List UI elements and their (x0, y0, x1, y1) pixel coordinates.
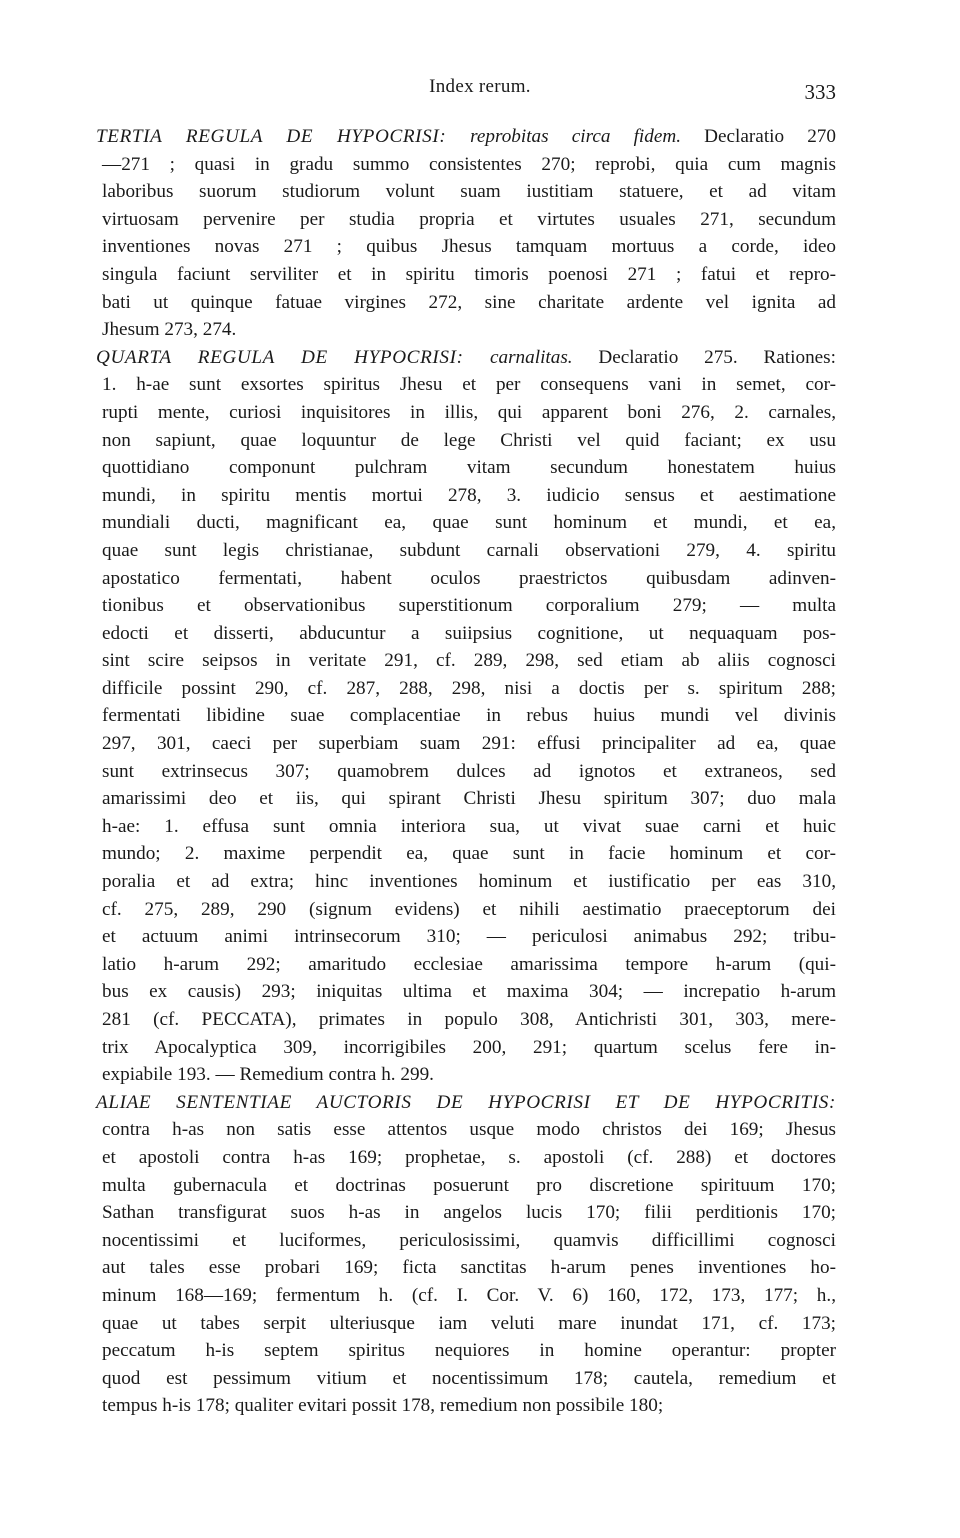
entry-text-line (96, 482, 836, 510)
entry-text-line (96, 1337, 836, 1365)
entry-text: expiabile 193. — Remedium contra h. 299. (102, 1064, 434, 1086)
entry-heading-line (96, 344, 836, 372)
entry-text-line (96, 620, 836, 648)
entry-text-line (96, 1199, 836, 1227)
entry-text-line (96, 509, 836, 537)
entry-subheading: reprobitas circa fidem. (470, 126, 682, 147)
entry-text-line (96, 427, 836, 455)
entry-text: 297, 301, caeci per superbiam suam 291: effusi principaliter ad ea, quae (102, 733, 836, 755)
entry-text-line (96, 233, 836, 261)
entry-text-line (96, 1172, 836, 1200)
entry-text: amarissimi deo et iis, qui spirant Christi Jhesu spiritum 307; duo mala (102, 788, 836, 810)
entry-text: Jhesum 273, 274. (102, 319, 237, 341)
entry-text: Sathan transfigurat suos h-as in angelos lucis 170; filii perditionis 170; (102, 1202, 836, 1224)
index-body (96, 123, 836, 1420)
entry-text-line (96, 1006, 836, 1034)
entry-text: sunt extrinsecus 307; quamobrem dulces ad ignotos et extraneos, sed (102, 760, 836, 782)
entry-text: apostatico fermentati, habent oculos praestrictos quibusdam adinven- (102, 567, 836, 589)
entry-text: quae ut tabes serpit ulteriusque iam veluti mare inundat 171, cf. 173; (102, 1312, 836, 1334)
running-head (0, 76, 960, 106)
entry-heading: TERTIA REGULA DE HYPOCRISI: (96, 126, 471, 147)
entry-text: multa gubernacula et doctrinas posuerunt pro discretione spirituum 170; (102, 1174, 836, 1196)
entry-text: et actuum animi intrinsecorum 310; — periculosi animabus 292; tribu- (102, 926, 836, 948)
entry-text-line (96, 1034, 836, 1062)
entry-text: tionibus et observationibus superstitionum corporalium 279; — multa (102, 595, 836, 617)
entry-text-line (96, 896, 836, 924)
entry-text-line (96, 1227, 836, 1255)
entry-text: edocti et disserti, abducuntur a suiipsius cognitione, ut nequaquam pos- (102, 622, 836, 644)
entry-text: 281 (cf. PECCATA), primates in populo 308, Antichristi 301, 303, mere- (102, 1009, 836, 1030)
page-number: 333 (804, 80, 836, 104)
entry-text: aut tales esse probari 169; ficta sanctitas h-arum penes inventiones ho- (102, 1257, 836, 1279)
entry-text-line (96, 1365, 836, 1393)
entry-text-line (96, 758, 836, 786)
entry-text: mundo; 2. maxime perpendit ea, quae sunt in facie hominum et cor- (102, 843, 836, 865)
entry-text-line (96, 399, 836, 427)
index-entry (96, 1089, 836, 1420)
entry-text: non sapiunt, quae loquuntur de lege Christi vel quid faciant; ex usu (102, 429, 836, 451)
entry-text: 1. h-ae sunt exsortes spiritus Jhesu et per consequens vani in semet, cor- (102, 374, 836, 396)
entry-text: laboribus suorum studiorum volunt suam iustitiam statuere, et ad vitam (102, 181, 836, 203)
entry-text-line (96, 813, 836, 841)
entry-text: peccatum h-is septem spiritus nequiores in homine operantur: propter (102, 1340, 836, 1362)
entry-text-line (96, 1310, 836, 1338)
entry-text-line (96, 1282, 836, 1310)
running-title: Index rerum. (429, 76, 531, 97)
entry-text: minum 168—169; fermentum h. (cf. I. Cor. V. 6) 160, 172, 173, 177; h., (102, 1284, 836, 1306)
entry-text-line (96, 206, 836, 234)
entry-heading-line (96, 123, 836, 151)
entry-text: latio h-arum 292; amaritudo ecclesiae amarissima tempore h-arum (qui- (102, 953, 836, 975)
entry-text-line (96, 289, 836, 317)
entry-heading: ALIAE SENTENTIAE AUCTORIS DE HYPOCRISI ET DE HYPOCRITIS: (96, 1091, 836, 1113)
entry-text: et apostoli contra h-as 169; prophetae, s. apostoli (cf. 288) et doctores (102, 1146, 836, 1168)
entry-text-line (96, 923, 836, 951)
entry-text: Declaratio 270 (681, 126, 836, 147)
entry-text-line (96, 316, 836, 344)
entry-text-line (96, 537, 836, 565)
entry-text-line (96, 151, 836, 179)
entry-text: sint scire seipsos in veritate 291, cf. 289, 298, sed etiam ab aliis cognosci (102, 650, 836, 672)
entry-text: Declaratio 275. Rationes: (572, 346, 836, 368)
entry-text: h-ae: 1. effusa sunt omnia interiora sua, ut vivat suae carni et huic (102, 815, 836, 837)
entry-text-line (96, 1116, 836, 1144)
entry-text: mundiali ducti, magnificant ea, quae sunt hominum et mundi, et ea, (102, 512, 836, 534)
entry-text-line (96, 178, 836, 206)
entry-text-line (96, 730, 836, 758)
entry-text-line (96, 1392, 836, 1420)
entry-text-line (96, 1061, 836, 1089)
entry-text: virtuosam pervenire per studia propria et virtutes usuales 271, secundum (102, 208, 836, 230)
entry-text: difficile possint 290, cf. 287, 288, 298, nisi a doctis per s. spiritum 288; (102, 677, 836, 699)
entry-text-line (96, 951, 836, 979)
entry-text: quottidiano componunt pulchram vitam secundum honestatem huius (102, 457, 836, 479)
entry-heading-line (96, 1089, 836, 1117)
entry-text: singula faciunt serviliter et in spiritu timoris poenosi 271 ; fatui et repro- (102, 263, 836, 285)
entry-text-line (96, 702, 836, 730)
entry-text-line (96, 1144, 836, 1172)
entry-text-line (96, 371, 836, 399)
entry-text-line (96, 978, 836, 1006)
entry-text: contra h-as non satis esse attentos usque modo christos dei 169; Jhesus (102, 1119, 836, 1141)
entry-text-line (96, 675, 836, 703)
index-entry (96, 123, 836, 344)
entry-text: cf. 275, 289, 290 (signum evidens) et nihili aestimatio praeceptorum dei (102, 898, 836, 920)
entry-text-line (96, 840, 836, 868)
entry-text-line (96, 592, 836, 620)
entry-heading: QUARTA REGULA DE HYPOCRISI: (96, 346, 490, 368)
entry-text-line (96, 868, 836, 896)
entry-text-line (96, 785, 836, 813)
entry-text: nocentissimi et luciformes, periculosissimi, quamvis difficillimi cognosci (102, 1229, 836, 1251)
entry-text: rupti mente, curiosi inquisitores in illis, qui apparent boni 276, 2. carnales, (102, 401, 836, 423)
entry-subheading: carnalitas. (489, 346, 573, 368)
entry-text: mundi, in spiritu mentis mortui 278, 3. iudicio sensus et aestimatione (102, 484, 836, 506)
entry-text: inventiones novas 271 ; quibus Jhesus tamquam mortuus a corde, ideo (102, 236, 836, 258)
entry-text: fermentati libidine suae complacentiae in rebus huius mundi vel divinis (102, 705, 836, 727)
entry-text-line (96, 565, 836, 593)
entry-text: —271 ; quasi in gradu summo consistentes 270; reprobi, quia cum magnis (102, 153, 836, 175)
entry-text: bati ut quinque fatuae virgines 272, sine charitate ardente vel ignita ad (102, 291, 836, 313)
entry-text: tempus h-is 178; qualiter evitari possit 178, remedium non possibile 180; (102, 1395, 664, 1417)
entry-text: quae sunt legis christianae, subdunt carnali observationi 279, 4. spiritu (102, 539, 836, 561)
entry-text-line (96, 1254, 836, 1282)
entry-text: bus ex causis) 293; iniquitas ultima et maxima 304; — increpatio h-arum (102, 981, 836, 1003)
entry-text-line (96, 647, 836, 675)
entry-text: trix Apocalyptica 309, incorrigibiles 200, 291; quartum scelus fere in- (102, 1036, 836, 1058)
entry-text-line (96, 261, 836, 289)
index-entry (96, 344, 836, 1089)
entry-text: quod est pessimum vitium et nocentissimum 178; cautela, remedium et (102, 1367, 836, 1389)
entry-text-line (96, 454, 836, 482)
entry-text: poralia et ad extra; hinc inventiones hominum et iustificatio per eas 310, (102, 871, 836, 893)
